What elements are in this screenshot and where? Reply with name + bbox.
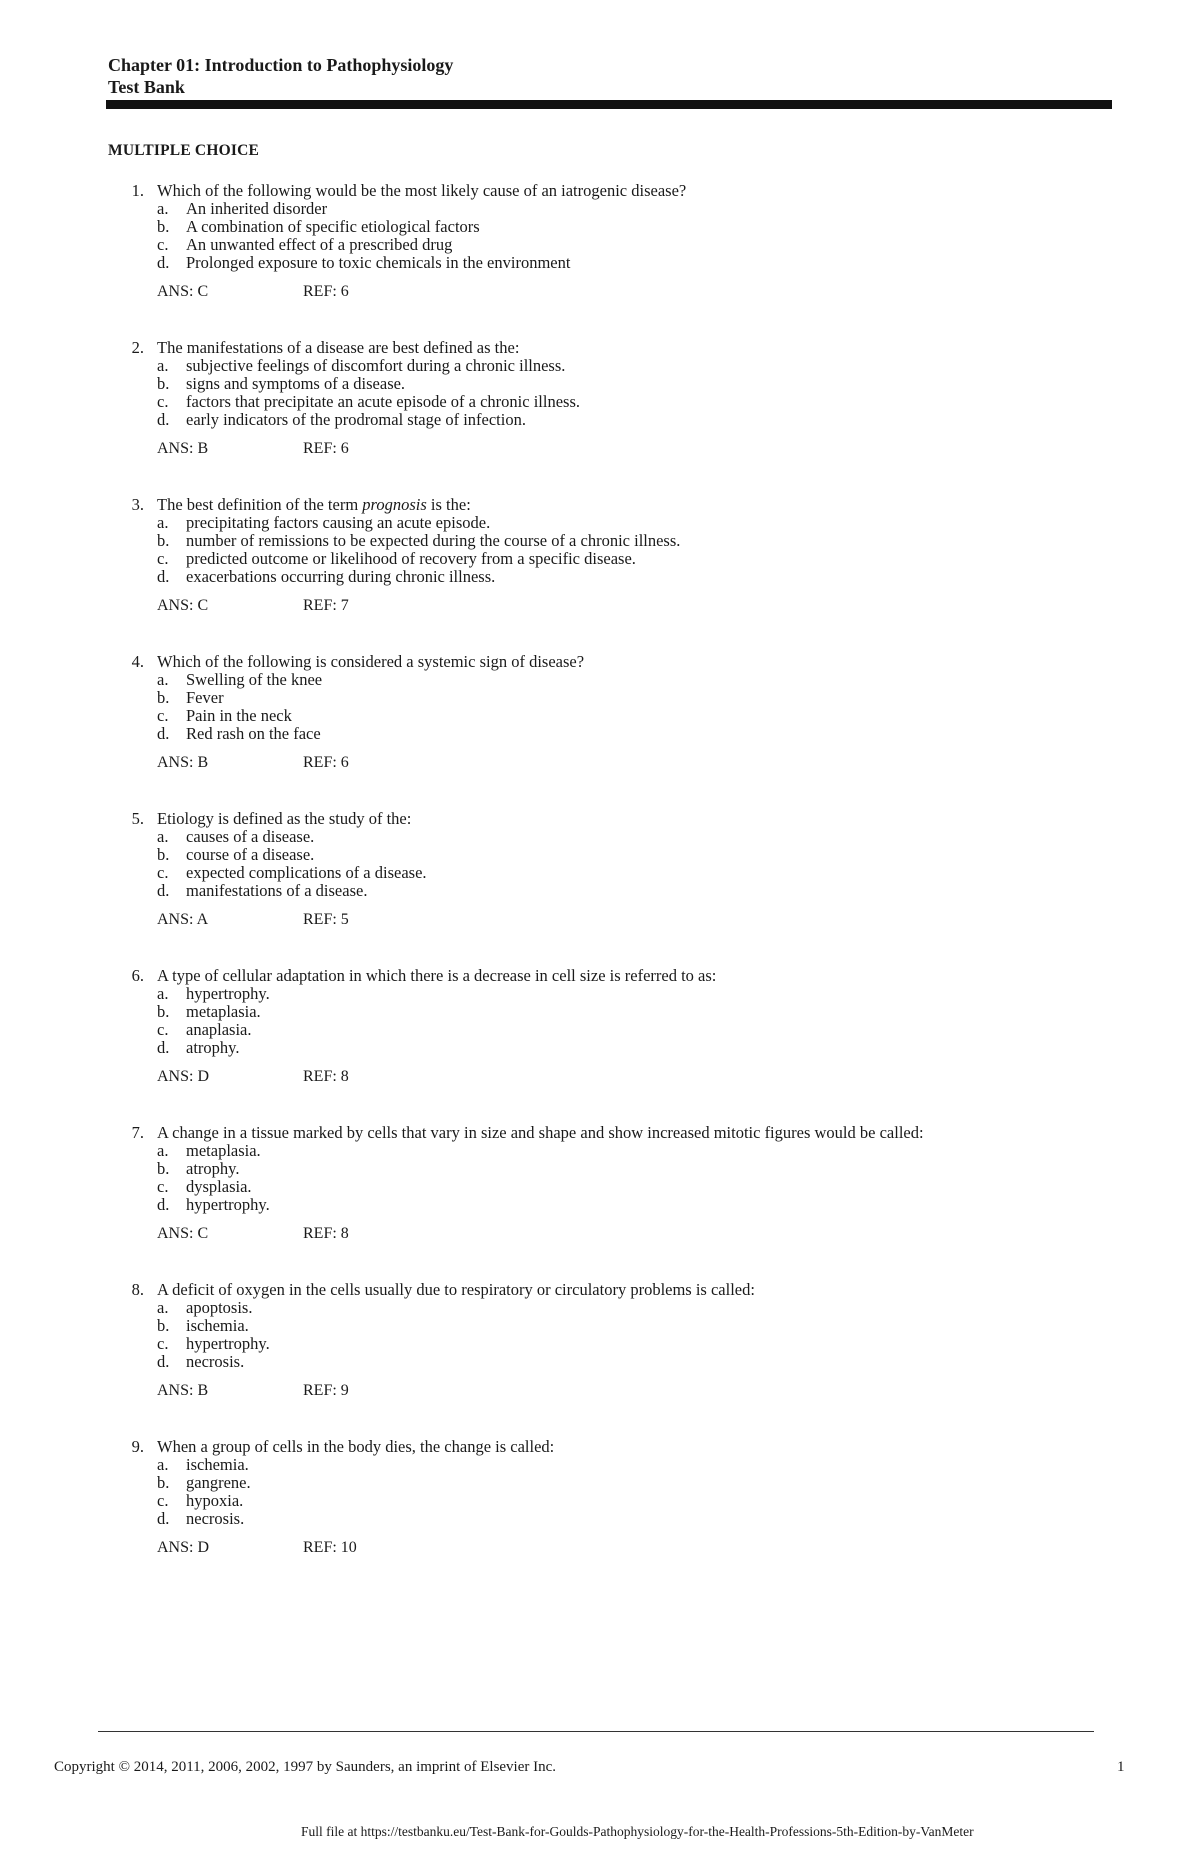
question-list [0,180,1200,1593]
question-number: 3. [131,495,144,514]
question-number: 5. [131,809,144,828]
title-rule [106,100,1112,109]
answer-key: ANS: B [157,754,209,771]
question-5: 5. Etiology is defined as the study of the: a. causes of a disease. b. course of a disease. c. expected complications of a disease. d. manifestations of a disease. ANS: A REF: 5 [0,808,1200,965]
reference: REF: 10 [303,1539,357,1556]
question-stem: A deficit of oxygen in the cells usually due to respiratory or circulatory problems is called: [157,1280,755,1299]
question-stem: Which of the following would be the most likely cause of an iatrogenic disease? [157,181,687,200]
answer-key: ANS: C [157,597,209,614]
footer-rule [98,1731,1094,1732]
question-number: 6. [131,966,144,985]
question-stem: The best definition of the term prognosis is the: [157,495,471,514]
question-9: 9. When a group of cells in the body dies, the change is called: a. ischemia. b. gangrene. c. hypoxia. d. necrosis. ANS: D REF: 10 [0,1436,1200,1593]
reference: REF: 7 [303,597,349,614]
reference: REF: 8 [303,1225,349,1242]
question-8: 8. A deficit of oxygen in the cells usually due to respiratory or circulatory problems is called: a. apoptosis. b. ischemia. c. hypertrophy. d. necrosis. ANS: B REF: 9 [0,1279,1200,1436]
reference: REF: 9 [303,1382,349,1399]
question-stem: The manifestations of a disease are best defined as the: [157,338,520,357]
reference: REF: 6 [303,440,349,457]
page-number: 1 [1117,1759,1125,1775]
chapter-title: Chapter 01: Introduction to Pathophysiology [108,55,454,75]
answer-key: ANS: D [157,1068,210,1085]
answer-key: ANS: B [157,1382,209,1399]
copyright-notice: Copyright © 2014, 2011, 2006, 2002, 1997 by Saunders, an imprint of Elsevier Inc. [54,1759,557,1775]
document-subtitle: Test Bank [108,77,185,97]
question-3: 3. The best definition of the term prognosis is the: a. precipitating factors causing an acute episode. b. number of remissions to be expected during the course of a chronic illness. c. predicted outcome or likelihood of recovery from a specific disease. d. exacerbations occurring during chronic illness. ANS: C REF: 7 [0,494,1200,651]
answer-key: ANS: C [157,1225,209,1242]
question-number: 8. [131,1280,144,1299]
reference: REF: 5 [303,911,349,928]
question-stem: A change in a tissue marked by cells that vary in size and shape and show increased mitotic figures would be called: [157,1123,924,1142]
reference: REF: 6 [303,754,349,771]
question-number: 7. [131,1123,144,1142]
question-6: 6. A type of cellular adaptation in which there is a decrease in cell size is referred to as: a. hypertrophy. b. metaplasia. c. anaplasia. d. atrophy. ANS: D REF: 8 [0,965,1200,1122]
answer-key: ANS: B [157,440,209,457]
question-stem: Etiology is defined as the study of the: [157,809,412,828]
question-stem: When a group of cells in the body dies, the change is called: [157,1437,555,1456]
section-heading: MULTIPLE CHOICE [108,142,259,159]
question-number: 4. [131,652,144,671]
question-stem: A type of cellular adaptation in which there is a decrease in cell size is referred to as: [157,966,717,985]
answer-key: ANS: A [157,911,209,928]
question-2: 2. The manifestations of a disease are best defined as the: a. subjective feelings of discomfort during a chronic illness. b. signs and symptoms of a disease. c. factors that precipitate an acute episode of a chronic illness. d. early indicators of the prodromal stage of infection. ANS: B REF: 6 [0,337,1200,494]
answer-key: ANS: C [157,283,209,300]
answer-key: ANS: D [157,1539,210,1556]
question-number: 2. [131,338,144,357]
question-number: 9. [131,1437,144,1456]
question-stem: Which of the following is considered a systemic sign of disease? [157,652,585,671]
question-1: 1. Which of the following would be the most likely cause of an iatrogenic disease? a. An inherited disorder b. A combination of specific etiological factors c. An unwanted effect of a prescribed drug d. Prolonged exposure to toxic chemicals in the environment ANS: C REF: 6 [0,180,1200,337]
question-7: 7. A change in a tissue marked by cells that vary in size and shape and show increased mitotic figures would be called: a. metaplasia. b. atrophy. c. dysplasia. d. hypertrophy. ANS: C REF: 8 [0,1122,1200,1279]
question-4: 4. Which of the following is considered a systemic sign of disease? a. Swelling of the knee b. Fever c. Pain in the neck d. Red rash on the face ANS: B REF: 6 [0,651,1200,808]
question-number: 1. [131,181,144,200]
source-link[interactable]: Full file at https://testbanku.eu/Test-Bank-for-Goulds-Pathophysiology-for-the-Health-Professions-5th-Edition-by-VanMeter [301,1824,974,1839]
reference: REF: 8 [303,1068,349,1085]
reference: REF: 6 [303,283,349,300]
